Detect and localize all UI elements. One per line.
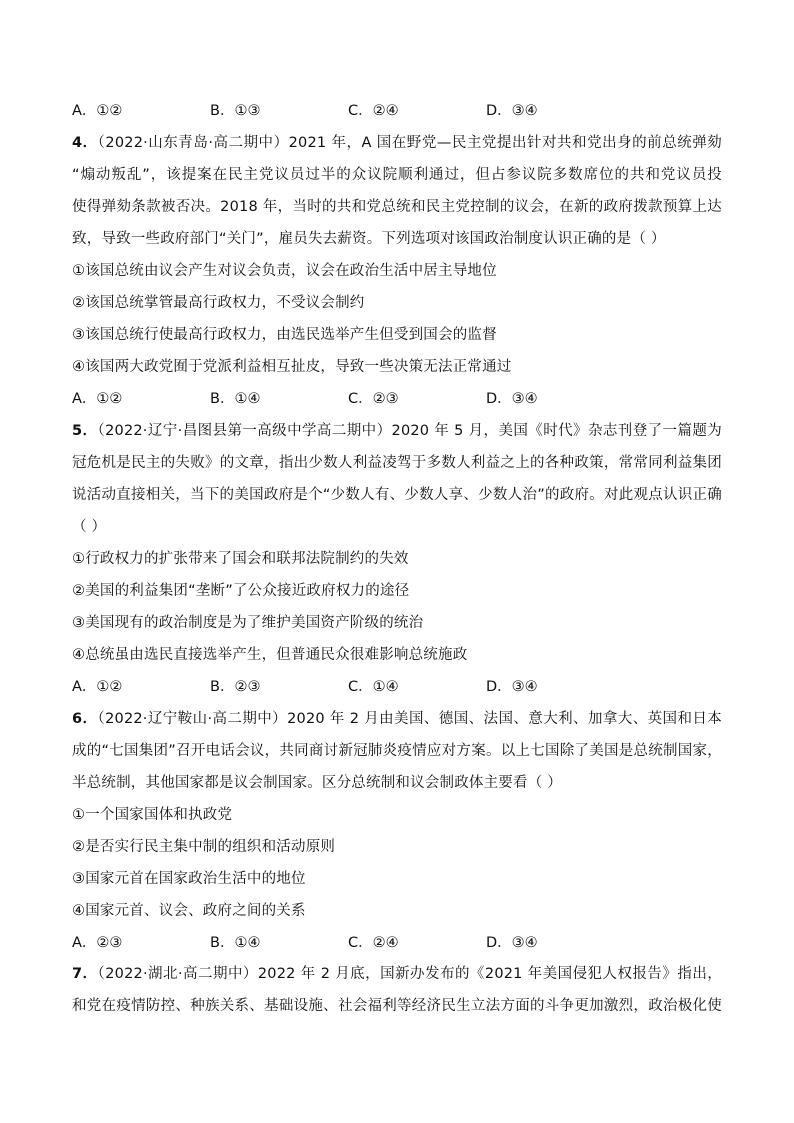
question-5 xyxy=(72,415,722,703)
option-b: B．②③ xyxy=(210,679,261,695)
question-6 xyxy=(72,703,722,959)
question-stem-line: （ ） xyxy=(72,519,107,535)
option-c: C．②③ xyxy=(348,391,399,407)
option-b: B．①④ xyxy=(210,935,261,951)
option-d: D．③④ xyxy=(486,679,538,695)
statement-item: ①该国总统由议会产生对议会负责，议会在政治生活中居主导地位 xyxy=(72,263,497,279)
option-a: A．①② xyxy=(72,679,123,695)
answer-options xyxy=(72,383,722,415)
option-b: B．①④ xyxy=(210,391,261,407)
option-a: A．②③ xyxy=(72,935,123,951)
statement-item: ④该国两大政党囿于党派利益相互扯皮，导致一些决策无法正常通过 xyxy=(72,359,512,375)
question-number: 5． xyxy=(72,423,98,439)
statement-item: ②美国的利益集团“垄断”了公众接近政府权力的途径 xyxy=(72,583,410,599)
question-number: 6． xyxy=(72,711,98,727)
question-stem-line: 冠危机是民主的失败》的文章，指出少数人利益凌驾于多数人利益之上的各种政策，常常同利益集团 xyxy=(72,455,722,471)
answer-options xyxy=(72,671,722,703)
question-stem-line: 6．（2022·辽宁鞍山·高二期中）2020 年 2 月由美国、德国、法国、意大利、加拿大、英国和日本 xyxy=(72,711,722,727)
question-stem-line: 使得弹劾条款被否决。2018 年，当时的共和党总统和民主党控制的议会，在新的政府拨款预算上达 xyxy=(72,199,722,215)
question-stem-line: 致，导致一些政府部门“关门”，雇员失去薪资。下列选项对该国政治制度认识正确的是（ ） xyxy=(72,231,666,247)
question-stem-line: 4．（2022·山东青岛·高二期中）2021 年，A 国在野党—民主党提出针对共和党出身的前总统弹劾 xyxy=(72,135,722,151)
statement-item: ④总统虽由选民直接选举产生，但普通民众很难影响总统施政 xyxy=(72,647,468,663)
option-c: C．①④ xyxy=(348,679,399,695)
question-stem-line: “煽动叛乱”，该提案在民主党议员过半的众议院顺利通过，但占参议院多数席位的共和党议员投 xyxy=(72,167,722,183)
statement-item: ①一个国家国体和执政党 xyxy=(72,807,233,823)
statement-item: ③美国现有的政治制度是为了维护美国资产阶级的统治 xyxy=(72,615,424,631)
question-stem-line: 和党在疫情防控、种族关系、基础设施、社会福利等经济民生立法方面的斗争更加激烈，政治极化使 xyxy=(72,998,722,1014)
option-d: D．③④ xyxy=(486,391,538,407)
statement-item: ③国家元首在国家政治生活中的地位 xyxy=(72,871,306,887)
option-a: A．①② xyxy=(72,391,123,407)
question-number: 4． xyxy=(72,135,98,151)
statement-item: ②该国总统掌管最高行政权力，不受议会制约 xyxy=(72,295,365,311)
option-c: C．②④ xyxy=(348,935,399,951)
statement-item: ③该国总统行使最高行政权力，由选民选举产生但受到国会的监督 xyxy=(72,327,497,343)
option-d: D．③④ xyxy=(486,935,538,951)
statement-item: ④国家元首、议会、政府之间的关系 xyxy=(72,903,306,919)
question-stem-line: 5．（2022·辽宁·昌图县第一高级中学高二期中）2020 年 5 月，美国《时代》杂志刊登了一篇题为 xyxy=(72,423,722,439)
answer-options xyxy=(72,95,722,127)
question-stem-line: 半总统制，其他国家都是议会制国家。区分总统制和议会制政体主要看（ ） xyxy=(72,775,562,791)
question-stem-line: 说活动直接相关，当下的美国政府是个“少数人有、少数人享、少数人治”的政府。对此观点认识正确 xyxy=(72,487,722,503)
question-stem-line: 7．（2022·湖北·高二期中）2022 年 2 月底，国新办发布的《2021 年美国侵犯人权报告》指出， xyxy=(72,966,722,982)
question-3-options-block xyxy=(72,95,722,127)
question-number: 7． xyxy=(72,966,98,982)
statement-item: ①行政权力的扩张带来了国会和联邦法院制约的失效 xyxy=(72,551,409,567)
statement-item: ②是否实行民主集中制的组织和活动原则 xyxy=(72,839,336,855)
question-7 xyxy=(72,958,722,1022)
question-4 xyxy=(72,127,722,415)
option-d: D．③④ xyxy=(486,103,538,119)
question-stem-line: 成的“七国集团”召开电话会议，共同商讨新冠肺炎疫情应对方案。以上七国除了美国是总统制国家， xyxy=(72,743,722,759)
answer-options xyxy=(72,927,722,959)
option-c: C．②④ xyxy=(348,103,399,119)
option-b: B．①③ xyxy=(210,103,261,119)
option-a: A．①② xyxy=(72,103,123,119)
